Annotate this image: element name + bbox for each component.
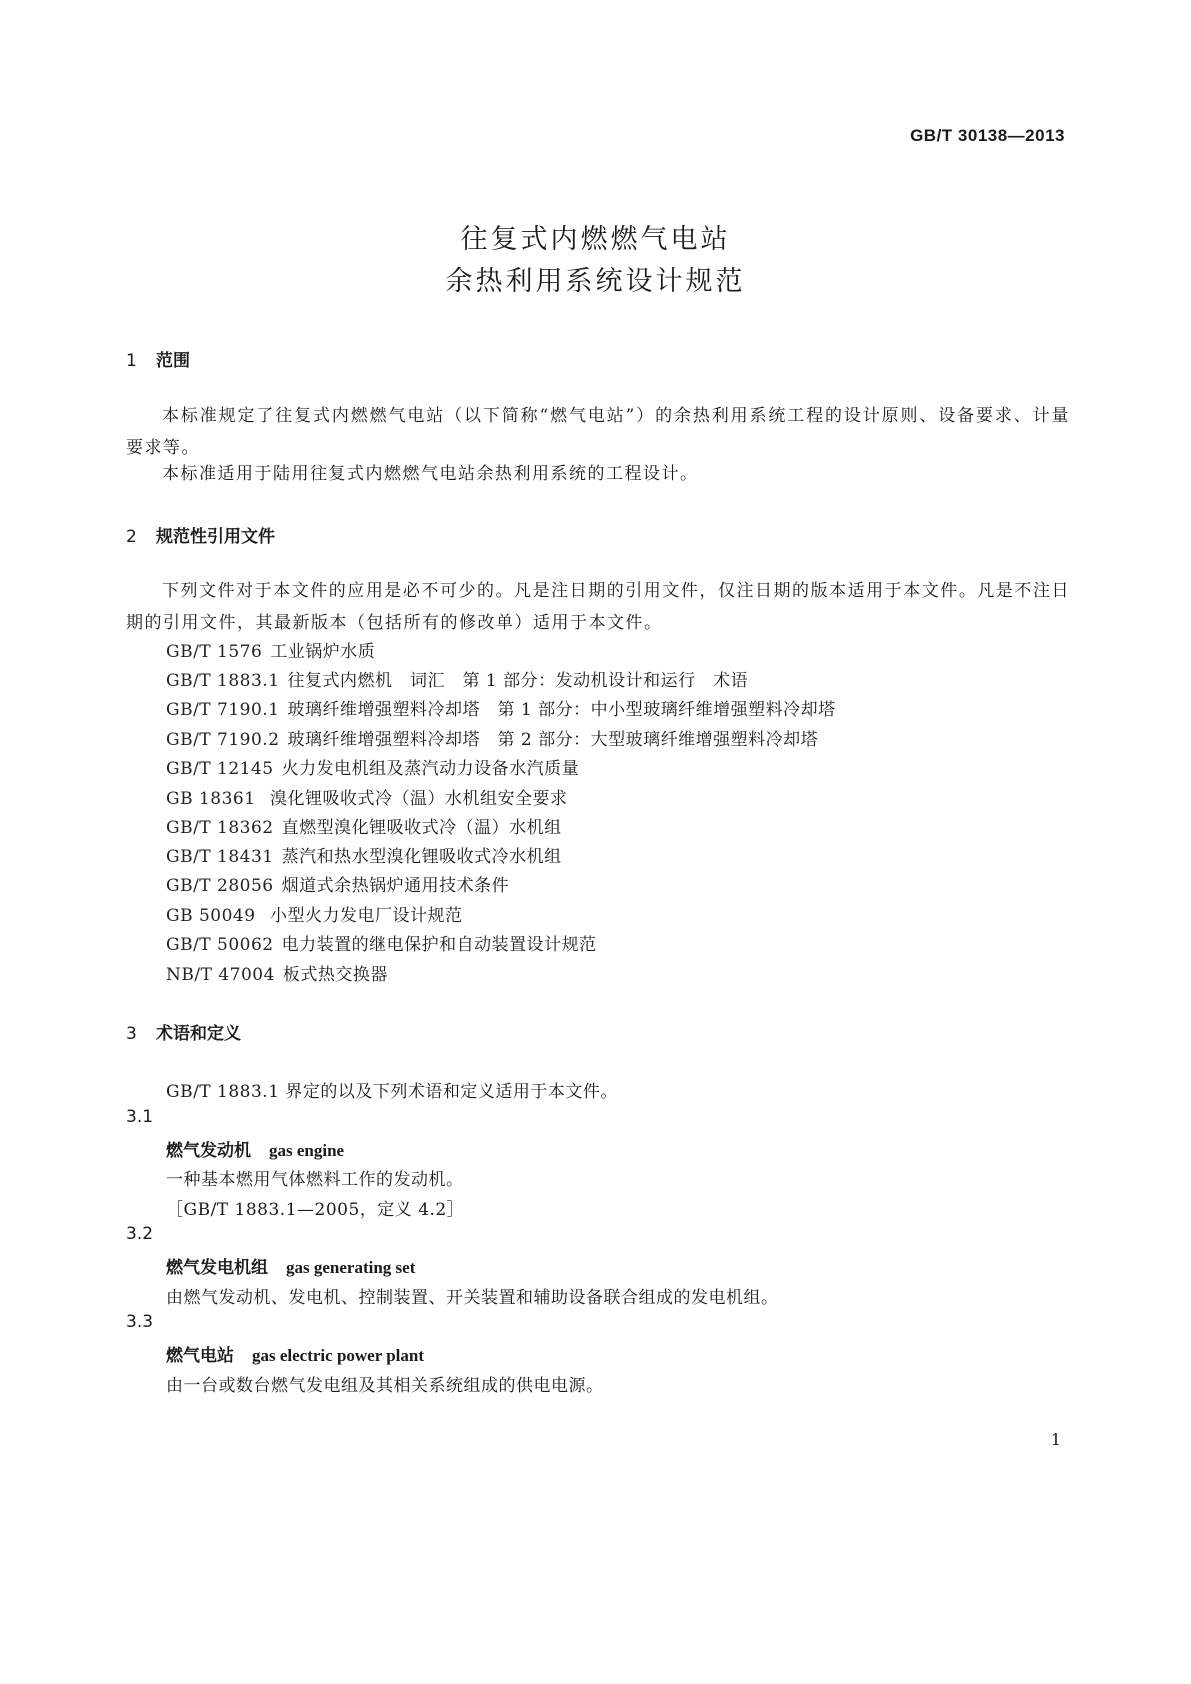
reference-title: 工业锅炉水质 (270, 642, 376, 662)
term-name-en: gas generating set (286, 1258, 416, 1277)
term-number: 3.3 (126, 1312, 154, 1332)
reference-item (166, 784, 568, 809)
term-name (166, 1136, 344, 1161)
section-1-paragraph-2: 本标准适用于陆用往复式内燃燃气电站余热利用系统的工程设计。 (162, 464, 699, 484)
reference-title: 直燃型溴化锂吸收式冷（温）水机组 (281, 818, 562, 838)
reference-item (166, 666, 748, 691)
reference-code: GB/T 28056 (166, 876, 274, 896)
reference-title: 板式热交换器 (282, 965, 388, 985)
page-number: 1 (1050, 1430, 1061, 1449)
term-name-en: gas engine (269, 1141, 345, 1160)
reference-item (166, 695, 836, 720)
document-title-line-2: 余热利用系统设计规范 (445, 266, 746, 297)
reference-title: 烟道式余热锅炉通用技术条件 (281, 876, 510, 896)
reference-title: 火力发电机组及蒸汽动力设备水汽质量 (281, 759, 580, 779)
reference-item (166, 901, 463, 926)
term-name-zh: 燃气发电机组 (166, 1258, 268, 1278)
reference-title: 电力装置的继电保护和自动装置设计规范 (281, 935, 597, 955)
reference-code: GB/T 1576 (166, 642, 263, 662)
reference-item (166, 842, 562, 867)
section-3-heading (126, 1019, 241, 1044)
reference-code: GB/T 12145 (166, 759, 274, 779)
section-1-paragraph-1: 本标准规定了往复式内燃燃气电站（以下简称“燃气电站”）的余热利用系统工程的设计原则、设备要求、计量要求等。 (126, 406, 1070, 458)
section-number: 1 (126, 351, 137, 371)
reference-code: GB/T 18431 (166, 847, 274, 867)
reference-code: GB/T 50062 (166, 935, 274, 955)
section-3-intro: GB/T 1883.1 界定的以及下列术语和定义适用于本文件。 (166, 1082, 618, 1102)
section-number: 2 (126, 527, 137, 547)
reference-code: GB/T 1883.1 (166, 671, 280, 691)
section-title: 范围 (156, 351, 190, 371)
reference-code: GB/T 18362 (166, 818, 274, 838)
reference-item (166, 930, 597, 955)
reference-title: 玻璃纤维增强塑料冷却塔 第 2 部分：大型玻璃纤维增强塑料冷却塔 (287, 730, 819, 750)
term-number: 3.1 (126, 1107, 154, 1127)
term-number: 3.2 (126, 1224, 154, 1244)
term-definition: 一种基本燃用气体燃料工作的发动机。 (166, 1170, 464, 1190)
term-name-en: gas electric power plant (252, 1346, 425, 1365)
reference-item (166, 725, 818, 750)
section-2-intro: 下列文件对于本文件的应用是必不可少的。凡是注日期的引用文件，仅注日期的版本适用于本文件。凡是不注日期的引用文件，其最新版本（包括所有的修改单）适用于本文件。 (126, 581, 1070, 633)
term-definition: 由燃气发动机、发电机、控制装置、开关装置和辅助设备联合组成的发电机组。 (166, 1288, 779, 1308)
reference-code: GB 18361 (166, 789, 256, 809)
reference-code: GB/T 7190.1 (166, 700, 280, 720)
term-definition: 由一台或数台燃气发电组及其相关系统组成的供电电源。 (166, 1376, 604, 1396)
reference-title: 玻璃纤维增强塑料冷却塔 第 1 部分：中小型玻璃纤维增强塑料冷却塔 (287, 700, 836, 720)
document-title-line-1: 往复式内燃燃气电站 (460, 224, 731, 255)
section-number: 3 (126, 1024, 137, 1044)
term-name (166, 1341, 424, 1366)
reference-code: NB/T 47004 (166, 965, 275, 985)
reference-title: 往复式内燃机 词汇 第 1 部分：发动机设计和运行 术语 (287, 671, 749, 691)
term-name-zh: 燃气发动机 (166, 1141, 251, 1161)
reference-title: 溴化锂吸收式冷（温）水机组安全要求 (270, 789, 568, 809)
reference-item (166, 960, 388, 985)
reference-title: 小型火力发电厂设计规范 (270, 906, 463, 926)
reference-item (166, 754, 579, 779)
section-1-heading (126, 346, 190, 371)
term-name-zh: 燃气电站 (166, 1346, 234, 1366)
reference-code: GB 50049 (166, 906, 256, 926)
section-title: 术语和定义 (156, 1024, 241, 1044)
standard-code: GB/T 30138—2013 (910, 126, 1065, 145)
reference-code: GB/T 7190.2 (166, 730, 280, 750)
reference-title: 蒸汽和热水型溴化锂吸收式冷水机组 (281, 847, 562, 867)
term-source: ［GB/T 1883.1—2005，定义 4.2］ (166, 1200, 465, 1220)
reference-item (166, 813, 562, 838)
reference-item (166, 637, 375, 662)
section-2-heading (126, 522, 275, 547)
reference-item (166, 871, 509, 896)
term-name (166, 1253, 415, 1278)
section-title: 规范性引用文件 (156, 527, 275, 547)
